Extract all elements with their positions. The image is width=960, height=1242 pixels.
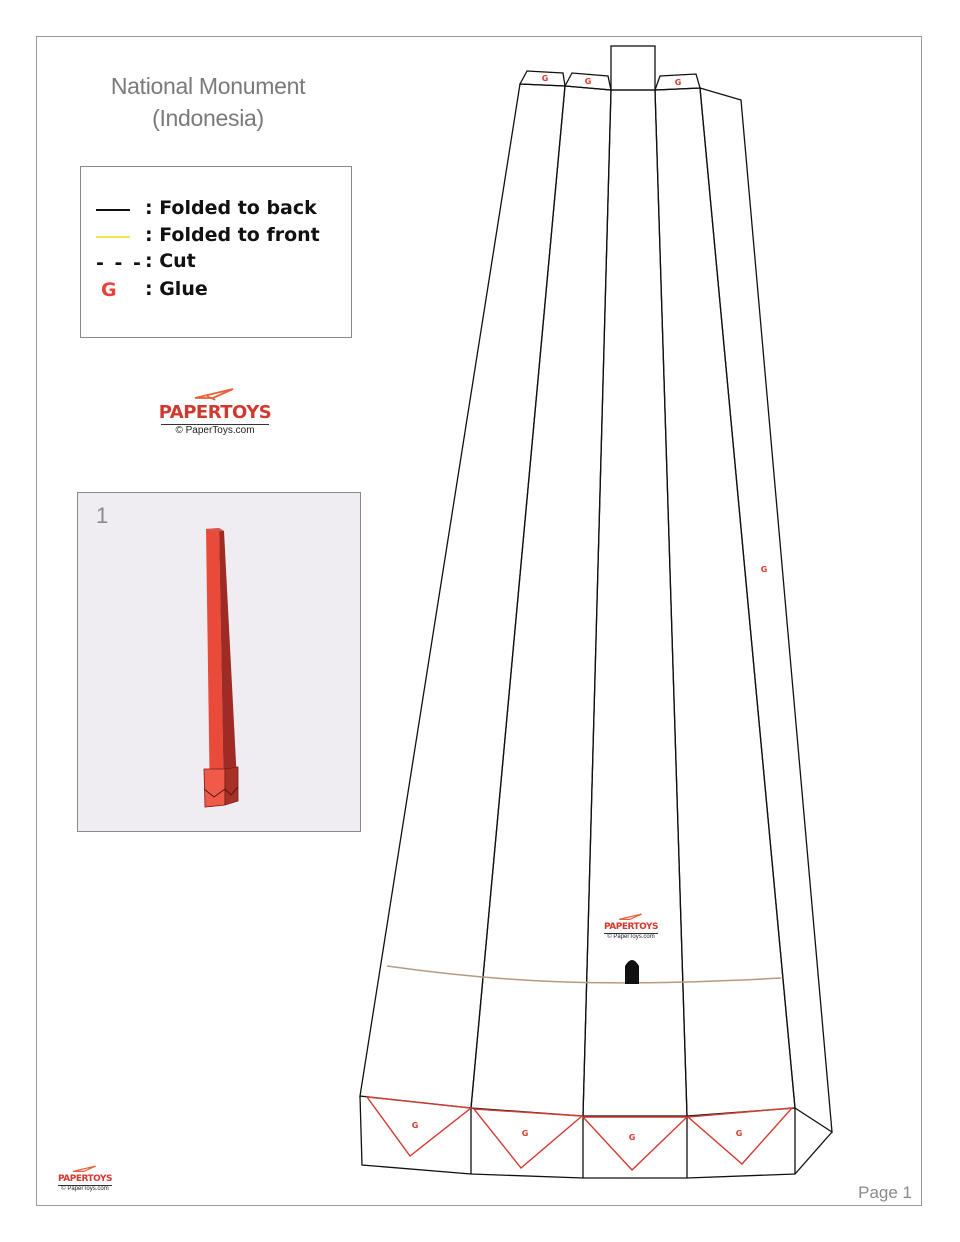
page-number: Page 1	[858, 1183, 912, 1202]
legend-label: : Cut	[145, 250, 196, 272]
glue-mark: G	[735, 1129, 743, 1138]
panel-5	[700, 88, 832, 1132]
base-strip	[360, 1096, 832, 1178]
dashed-line-icon: - - -	[96, 252, 143, 274]
legend-label: : Folded to front	[145, 224, 320, 246]
glue-mark: G	[411, 1121, 419, 1130]
glue-mark: G	[674, 78, 682, 87]
glue-mark: G	[628, 1133, 636, 1142]
copyright-text: © PaperToys.com	[607, 934, 655, 940]
top-cap-panel	[611, 46, 655, 90]
title-line-1: National Monument	[110, 73, 306, 99]
papertoys-logo-footer	[50, 1164, 120, 1192]
panel-1	[360, 84, 565, 1108]
door-opening	[625, 960, 639, 984]
glue-triangle-2	[474, 1109, 582, 1168]
panel-2	[471, 86, 611, 1116]
paper-plane-icon	[618, 912, 644, 922]
seam-line	[387, 966, 781, 983]
brand-name: PAPERTOYS	[158, 402, 272, 423]
brand-name: PAPERTOYS	[58, 1174, 112, 1184]
glue-mark: G	[521, 1129, 529, 1138]
legend-label: : Folded to back	[145, 197, 317, 219]
glue-mark: G	[541, 74, 549, 83]
panel-4	[655, 88, 795, 1116]
paper-plane-icon	[72, 1164, 98, 1174]
glue-triangle-3	[583, 1117, 687, 1170]
copyright-text: © PaperToys.com	[175, 425, 255, 436]
glue-mark: G	[760, 565, 768, 574]
glue-g-icon: G	[101, 279, 117, 301]
glue-mark: G	[584, 77, 592, 86]
title-line-2: (Indonesia)	[152, 105, 264, 131]
copyright-text: © PaperToys.com	[61, 1186, 109, 1192]
legend-label: : Glue	[145, 278, 208, 300]
brand-name: PAPERTOYS	[604, 922, 658, 932]
glue-triangle-1	[367, 1097, 471, 1156]
papertoys-logo-template	[596, 912, 666, 940]
step-number: 1	[96, 503, 109, 528]
